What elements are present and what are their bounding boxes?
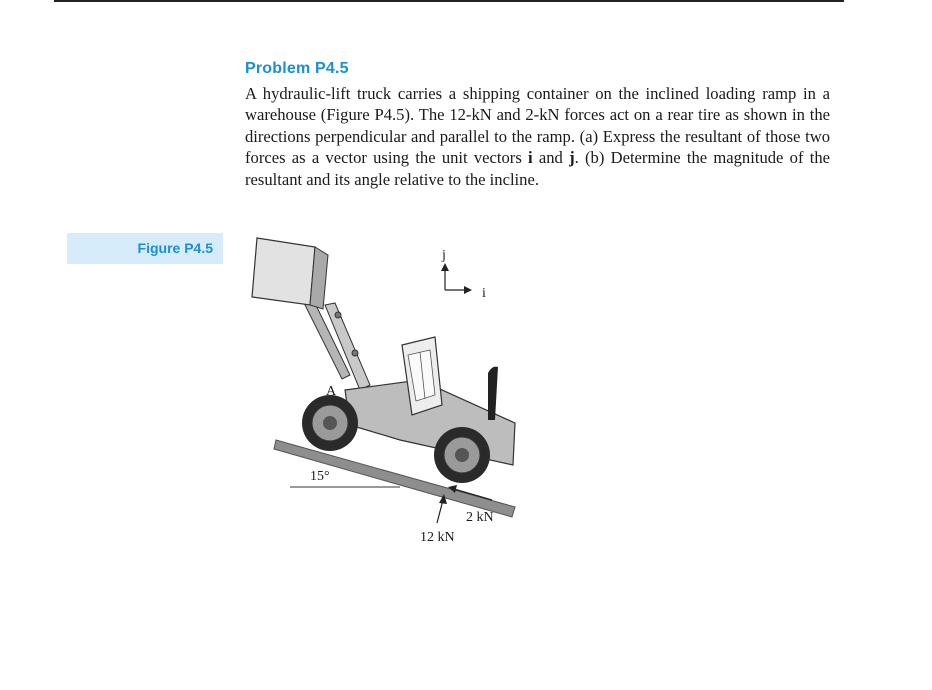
force-2kn-label: 2 kN xyxy=(466,510,494,525)
exhaust-pipe xyxy=(488,367,498,420)
statement-part-1: A hydraulic-lift truck carries a shipping container on the inclined loading ramp in a warehouse (Figure P4.5). The 12-kN and 2-kN forces act on a rear tire as shown in the directions perpendicular and parallel to the ramp. (a) Express the resultant of those two forces as a vector using the unit vectors xyxy=(245,84,830,168)
rear-wheel xyxy=(434,427,490,483)
angle-label: 15° xyxy=(310,469,330,484)
problem-title: Problem P4.5 xyxy=(245,60,349,77)
front-wheel xyxy=(302,395,358,451)
point-a-label: A xyxy=(326,384,337,399)
force-12kn-arrow xyxy=(437,500,443,523)
shipping-container xyxy=(252,238,315,305)
j-axis-label: j xyxy=(442,248,446,263)
truck-figure xyxy=(230,225,530,555)
i-axis-label: i xyxy=(482,286,486,301)
statement-and: and xyxy=(532,148,570,168)
statement-part-2: . (b) Determine the magnitude of the resultant and its angle relative to the incline. xyxy=(245,148,830,189)
force-12kn-label: 12 kN xyxy=(420,530,455,545)
top-rule xyxy=(54,0,844,2)
figure-label: Figure P4.5 xyxy=(137,240,213,256)
problem-statement xyxy=(245,83,830,190)
unit-vector-j: j xyxy=(569,148,575,168)
unit-vector-i: i xyxy=(528,148,533,168)
figure-label-box xyxy=(67,233,223,264)
